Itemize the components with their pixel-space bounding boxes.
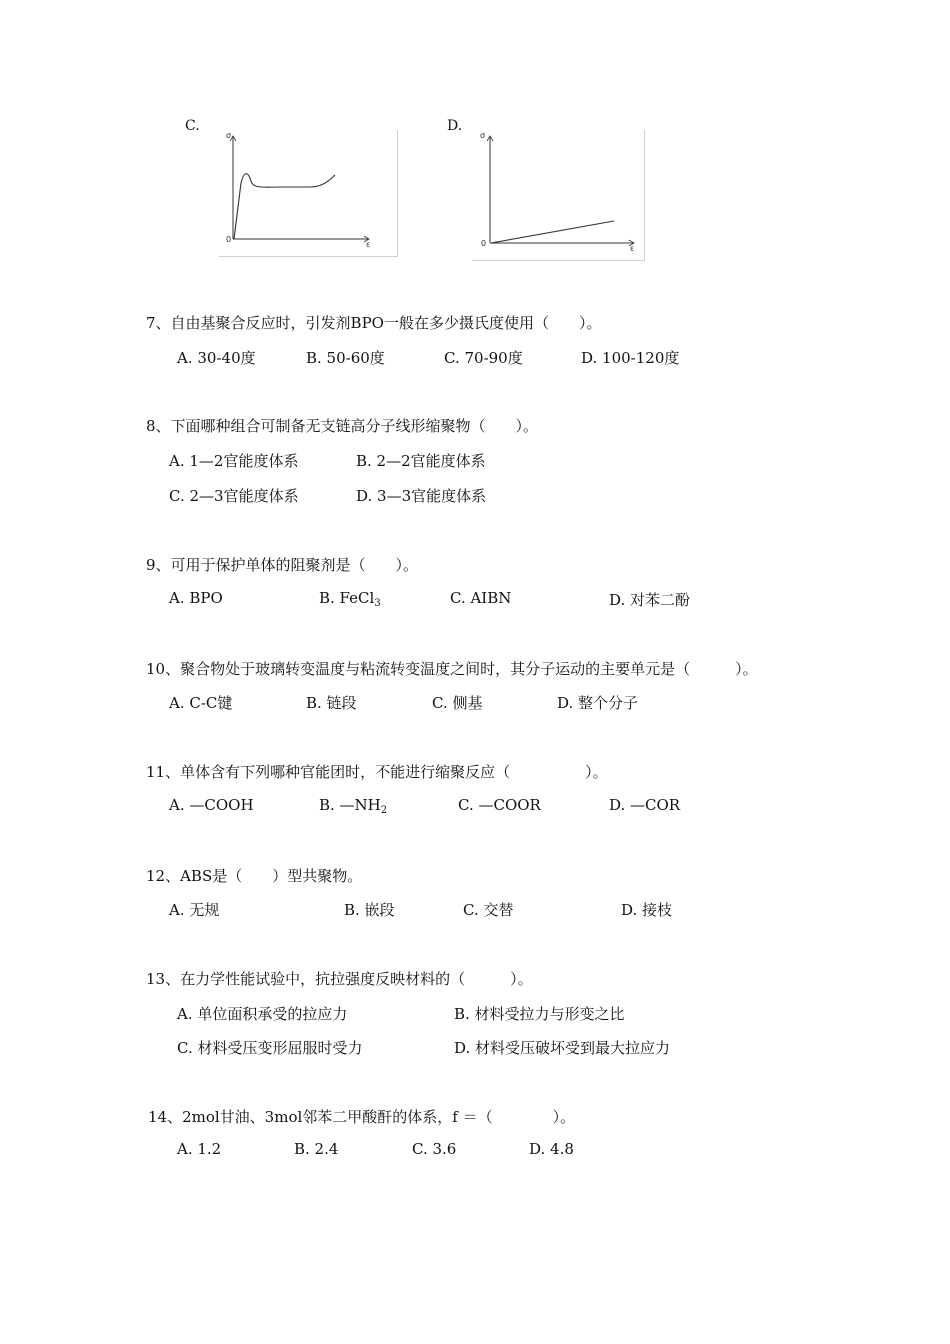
q11-option-b bbox=[319, 796, 387, 816]
question-9: 9、可用于保护单体的阻聚剂是（ ）。 bbox=[146, 556, 419, 574]
graph-d-plot bbox=[482, 135, 642, 255]
question-11: 11、单体含有下列哪种官能团时，不能进行缩聚反应（ ）。 bbox=[146, 763, 608, 781]
q7-option-d: D. 100-120度 bbox=[581, 349, 680, 367]
graph-d-curve bbox=[491, 221, 614, 243]
question-8: 8、下面哪种组合可制备无支链高分子线形缩聚物（ ）。 bbox=[146, 417, 539, 435]
q11-option-b-subscript: 2 bbox=[380, 805, 388, 816]
q8-option-a: A. 1—2官能度体系 bbox=[169, 452, 299, 470]
q9-option-b bbox=[319, 589, 381, 609]
q9-option-b-subscript: 3 bbox=[374, 598, 381, 609]
q13-option-d: D. 材料受压破坏受到最大拉应力 bbox=[454, 1039, 671, 1057]
question-14: 14、2mol甘油、3mol邻苯二甲酸酐的体系，f ＝（ ）。 bbox=[148, 1108, 576, 1126]
q9-option-c: C. AIBN bbox=[450, 589, 512, 607]
question-13: 13、在力学性能试验中，抗拉强度反映材料的（ ）。 bbox=[146, 970, 533, 988]
q9-option-a: A. BPO bbox=[169, 589, 223, 607]
graph-c-label: C. bbox=[185, 118, 200, 134]
q12-option-d: D. 接枝 bbox=[621, 901, 673, 919]
q11-option-c: C. —COOR bbox=[458, 796, 541, 814]
graph-d-x-label: ε bbox=[630, 244, 635, 253]
q10-option-a: A. C-C键 bbox=[169, 694, 233, 712]
q13-option-b: B. 材料受拉力与形变之比 bbox=[454, 1005, 625, 1023]
graph-d-label: D. bbox=[447, 118, 463, 134]
q13-option-a: A. 单位面积承受的拉应力 bbox=[177, 1005, 348, 1023]
question-10: 10、聚合物处于玻璃转变温度与粘流转变温度之间时，其分子运动的主要单元是（ ）。 bbox=[146, 660, 758, 678]
q12-option-a: A. 无规 bbox=[169, 901, 220, 919]
graph-d-y-label: σ bbox=[480, 131, 486, 140]
q7-option-a: A. 30-40度 bbox=[177, 349, 256, 367]
q10-option-d: D. 整个分子 bbox=[557, 694, 639, 712]
q11-option-b-text: B. —NH bbox=[319, 796, 381, 814]
q8-option-c: C. 2—3官能度体系 bbox=[169, 487, 299, 505]
graph-c-origin: 0 bbox=[226, 235, 232, 244]
q12-option-c: C. 交替 bbox=[463, 901, 514, 919]
q8-option-d: D. 3—3官能度体系 bbox=[356, 487, 487, 505]
q10-option-b: B. 链段 bbox=[306, 694, 357, 712]
q9-option-b-text: B. FeCl bbox=[319, 589, 375, 607]
q13-option-c: C. 材料受压变形屈服时受力 bbox=[177, 1039, 363, 1057]
q14-option-d: D. 4.8 bbox=[529, 1140, 574, 1158]
q14-option-a: A. 1.2 bbox=[177, 1140, 222, 1158]
question-12: 12、ABS是（ ）型共聚物。 bbox=[146, 867, 363, 885]
q9-option-d: D. 对苯二酚 bbox=[609, 591, 691, 609]
q8-option-b: B. 2—2官能度体系 bbox=[356, 452, 486, 470]
q7-option-b: B. 50-60度 bbox=[306, 349, 385, 367]
graph-c-plot bbox=[225, 135, 375, 255]
graph-c-curve bbox=[234, 174, 335, 239]
graph-c-y-label: σ bbox=[226, 131, 232, 140]
q14-option-b: B. 2.4 bbox=[294, 1140, 339, 1158]
graph-c-x-label: ε bbox=[366, 240, 371, 249]
graph-d-origin: 0 bbox=[481, 239, 487, 248]
q11-option-d: D. —COR bbox=[609, 796, 681, 814]
q7-option-c: C. 70-90度 bbox=[444, 349, 523, 367]
q11-option-a: A. —COOH bbox=[169, 796, 254, 814]
q14-option-c: C. 3.6 bbox=[412, 1140, 457, 1158]
q12-option-b: B. 嵌段 bbox=[344, 901, 395, 919]
q10-option-c: C. 侧基 bbox=[432, 694, 483, 712]
question-7: 7、自由基聚合反应时，引发剂BPO一般在多少摄氏度使用（ ）。 bbox=[146, 314, 602, 332]
